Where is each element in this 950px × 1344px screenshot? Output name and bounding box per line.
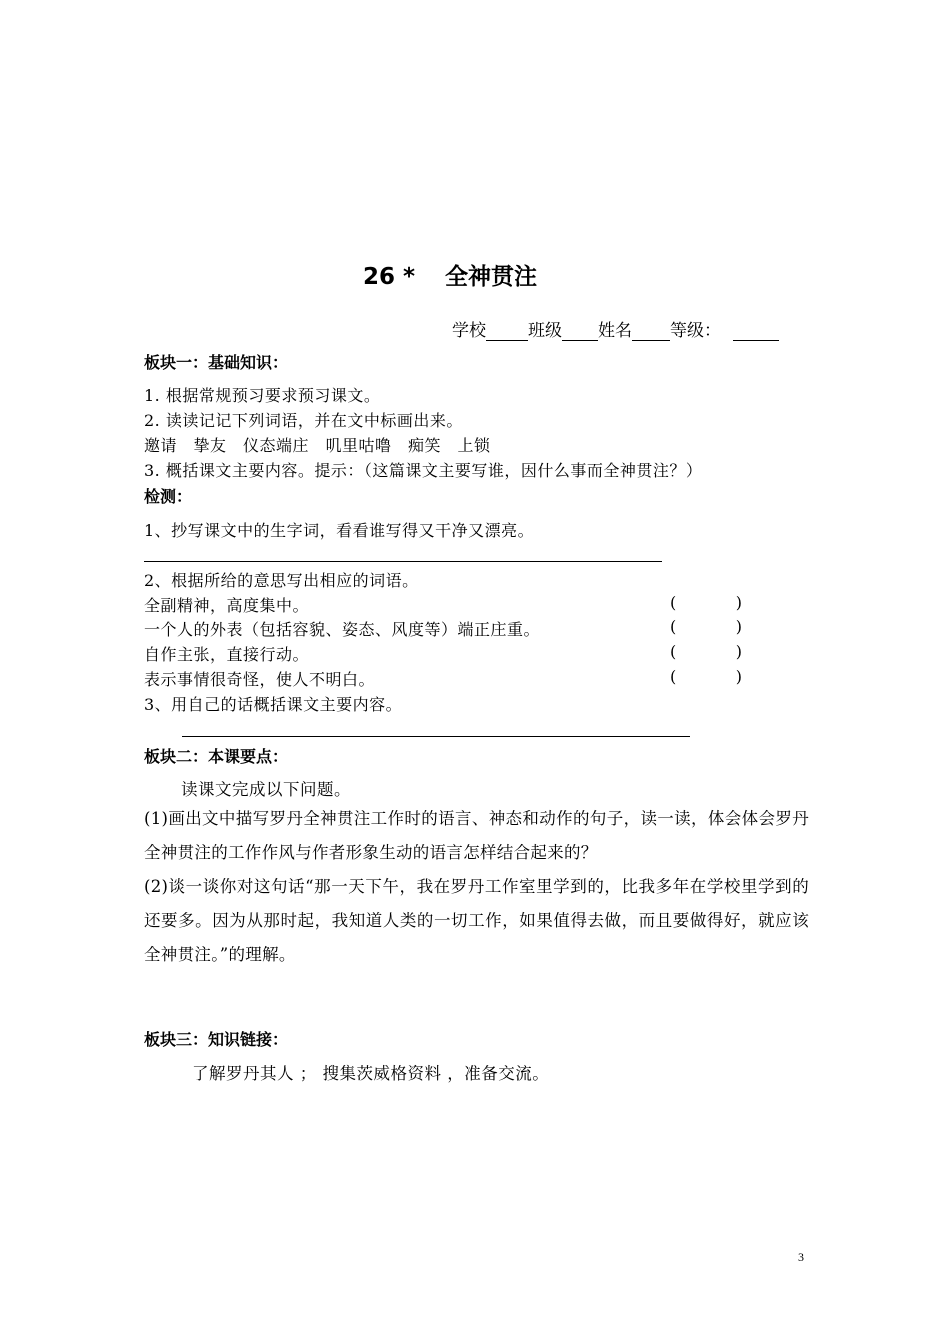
class-field[interactable] — [562, 324, 598, 341]
name-label: 姓名 — [598, 321, 632, 341]
vocabulary-list: 邀请 挚友 仪态端庄 叽里咕噜 痴笑 上锁 — [144, 436, 491, 455]
class-label: 班级 — [528, 321, 562, 341]
grade-field[interactable] — [733, 324, 779, 341]
grade-label: 等级： — [670, 321, 721, 341]
name-field[interactable] — [632, 324, 670, 341]
section2-heading: 板块二：本课要点： — [144, 747, 289, 766]
meaning-3: 自作主张，直接行动。 — [144, 645, 310, 664]
answer-line-3[interactable] — [182, 736, 690, 737]
test-question-1: 1、抄写课文中的生字词，看看谁写得又干净又漂亮。 — [144, 521, 535, 540]
lesson-number: 26 * — [362, 264, 416, 290]
student-info-row — [452, 316, 779, 341]
section1-item-3: 3. 概括课文主要内容。提示：（这篇课文主要写谁，因什么事而全神贯注？） — [144, 461, 703, 480]
answer-line-1[interactable] — [144, 561, 662, 562]
section2-question-1: (1)画出文中描写罗丹全神贯注工作时的语言、神态和动作的句子，读一读，体会体会罗丹全神贯注的工作作风与作者形象生动的语言怎样结合起来的？ — [144, 809, 809, 862]
test-heading: 检测： — [144, 487, 193, 506]
section1-heading: 板块一：基础知识： — [144, 353, 289, 372]
meaning-1: 全副精神，高度集中。 — [144, 596, 310, 615]
page-title — [0, 258, 900, 291]
school-label: 学校 — [452, 321, 486, 341]
section2-question-2: (2)谈一谈你对这句话“那一天下午，我在罗丹工作室里学到的，比我多年在学校里学到的还要多。因为从那时起，我知道人类的一切工作，如果值得去做，而且要做得好，就应该全神贯注。”的理解。 — [144, 877, 809, 964]
section3-text: 了解罗丹其人 ； 搜集茨威格资料 ，准备交流。 — [192, 1064, 550, 1083]
test-question-2: 2、根据所给的意思写出相应的词语。 — [144, 571, 419, 590]
page-number: 3 — [798, 1250, 804, 1264]
test-question-3: 3、用自己的话概括课文主要内容。 — [144, 695, 403, 714]
section3-heading: 板块三：知识链接： — [144, 1030, 289, 1049]
section1-item-1: 1. 根据常规预习要求预习课文。 — [144, 386, 381, 405]
meaning-4: 表示事情很奇怪，使人不明白。 — [144, 670, 376, 689]
section2-intro: 读课文完成以下问题。 — [181, 780, 351, 799]
lesson-title: 全神贯注 — [445, 264, 538, 290]
meaning-2: 一个人的外表（包括容貌、姿态、风度等）端正庄重。 — [144, 620, 541, 639]
section1-item-2: 2. 读读记记下列词语，并在文中标画出来。 — [144, 411, 463, 430]
school-field[interactable] — [486, 324, 528, 341]
